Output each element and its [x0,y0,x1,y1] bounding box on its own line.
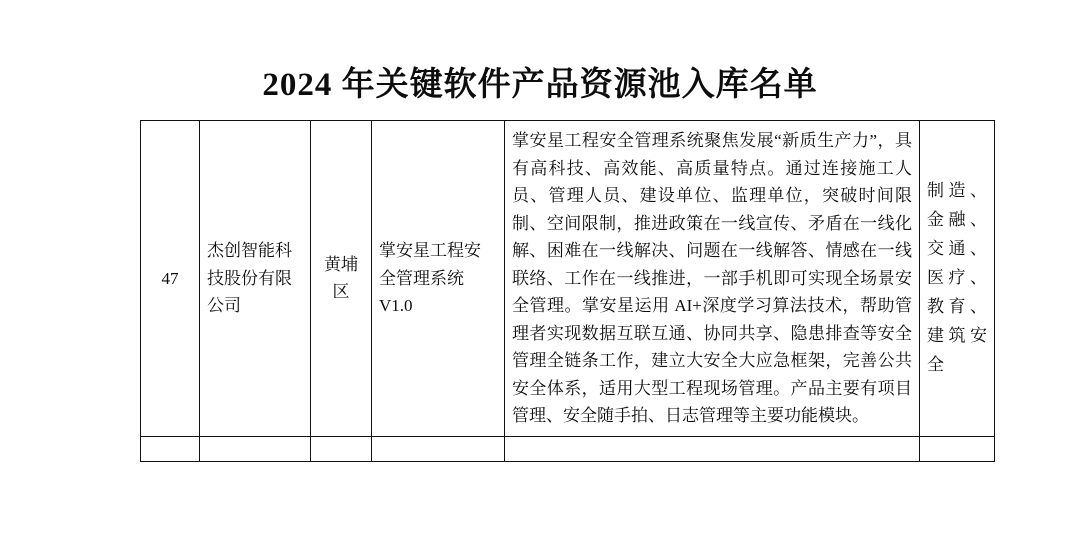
listing-table-container [140,120,987,462]
cell-description [505,121,920,437]
company-name: 杰创智能科技股份有限公司 [207,241,292,316]
cell-district-next [311,436,372,461]
cell-company-next [200,436,311,461]
cell-index-next [141,436,200,461]
cell-product-next [372,436,505,461]
row-index: 47 [161,268,179,288]
page-title: 2024 年关键软件产品资源池入库名单 [262,67,818,103]
product-description: 掌安星工程安全管理系统聚焦发展“新质生产力”，具有高科技、高效能、高质量特点。通过连接施工人员、管理人员、建设单位、监理单位，突破时间限制、空间限制，推进政策在一线宣传、矛盾在一线化解、困难在一线解决、问题在一线解答、情感在一线联络、工作在一线推进，一部手机即可实现全场景安全管理。掌安星运用 AI+深度学习算法技术，帮助管理者实现数据互联互通、协同共享、隐患排查等安全管理全链条工作，建立大安全大应急框架，完善公共安全体系，适用大型工程现场管理。产品主要有项目管理、安全随手拍、日志管理等主要功能模块。 [512,131,912,426]
cell-application-fields [920,121,995,437]
cell-district [311,121,372,437]
product-name: 掌安星工程安全管理系统 V1.0 [379,241,481,316]
table-row-partial [141,436,995,461]
cell-company [200,121,311,437]
cell-product [372,121,505,437]
cell-description-next [505,436,920,461]
district-name: 黄埔区 [324,254,358,302]
cell-application-fields-next [920,436,995,461]
application-fields: 制造、金融、交通、医疗、教育、建筑安全 [927,181,987,374]
table-row [141,121,995,437]
listing-table [140,120,995,462]
cell-index [141,121,200,437]
